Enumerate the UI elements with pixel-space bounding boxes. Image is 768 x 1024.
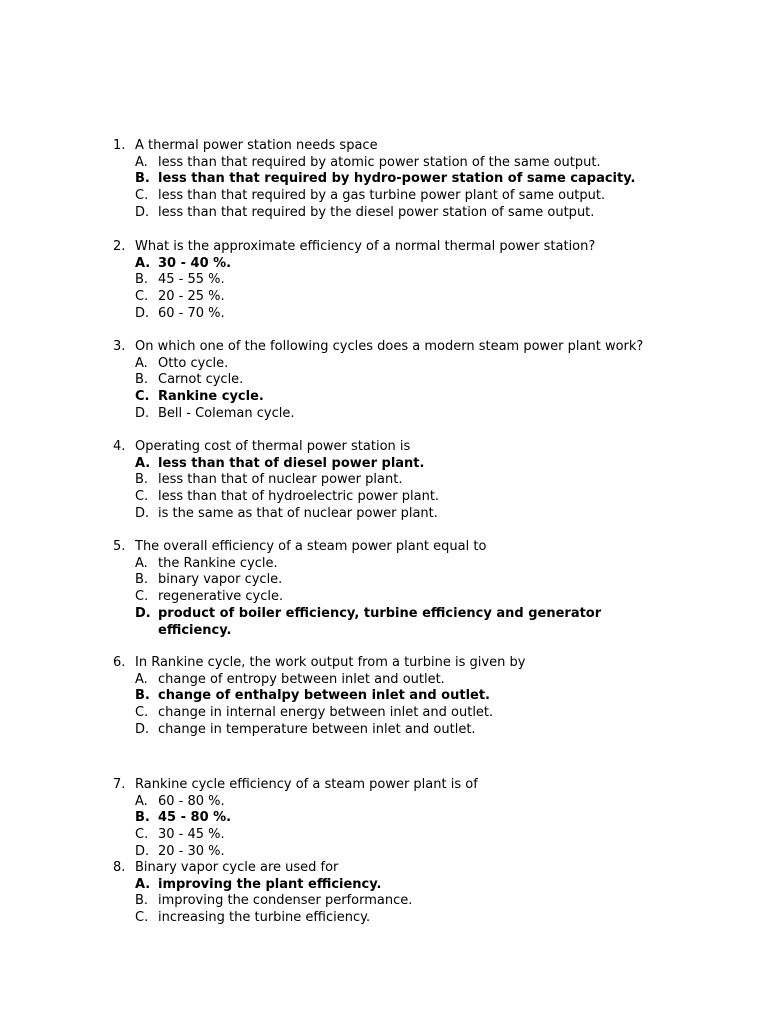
option-letter: C. xyxy=(135,589,149,605)
option-text: change of enthalpy between inlet and outlet. xyxy=(158,688,490,704)
option-b xyxy=(113,472,693,489)
option-text: change of entropy between inlet and outlet. xyxy=(158,671,445,687)
option-letter: B. xyxy=(135,171,150,187)
option-letter: C. xyxy=(135,827,149,843)
option-text: Rankine cycle. xyxy=(158,389,264,405)
question-4 xyxy=(113,439,693,523)
option-a xyxy=(113,877,693,894)
option-letter: C. xyxy=(135,705,149,721)
option-text: change in temperature between inlet and outlet. xyxy=(158,721,476,737)
question-number: 7. xyxy=(113,777,126,792)
option-letter: B. xyxy=(135,893,149,909)
option-letter: B. xyxy=(135,372,149,388)
option-letter: D. xyxy=(135,605,151,621)
question-text: On which one of the following cycles does a modern steam power plant work? xyxy=(135,339,644,354)
option-c xyxy=(113,389,693,406)
option-text: Otto cycle. xyxy=(158,355,229,371)
question-stem xyxy=(113,239,693,256)
question-stem xyxy=(113,777,693,794)
question-number: 4. xyxy=(113,439,126,454)
option-text: less than that required by atomic power station of the same output. xyxy=(158,154,601,170)
option-text: 30 - 45 %. xyxy=(158,827,225,843)
option-b xyxy=(113,810,693,827)
option-text: regenerative cycle. xyxy=(158,589,284,605)
option-a xyxy=(113,556,693,573)
option-text: increasing the turbine efficiency. xyxy=(158,910,371,926)
question-6 xyxy=(113,655,693,739)
option-text: less than that required by the diesel power station of same output. xyxy=(158,204,595,220)
question-stem xyxy=(113,539,693,556)
option-c xyxy=(113,188,693,205)
option-b xyxy=(113,688,693,705)
option-letter: B. xyxy=(135,810,150,826)
option-letter: D. xyxy=(135,305,150,321)
option-d xyxy=(113,306,693,323)
option-letter: B. xyxy=(135,572,149,588)
option-text: product of boiler efficiency, turbine efficiency and generator efficiency. xyxy=(158,605,602,638)
question-1 xyxy=(113,138,693,222)
option-c xyxy=(113,910,693,927)
question-7 xyxy=(113,777,693,861)
option-letter: A. xyxy=(135,793,148,809)
question-number: 5. xyxy=(113,539,126,554)
option-a xyxy=(113,155,693,172)
option-letter: D. xyxy=(135,505,150,521)
option-text: less than that of hydroelectric power plant. xyxy=(158,489,440,505)
question-stem xyxy=(113,339,693,356)
option-c xyxy=(113,827,693,844)
question-text: Rankine cycle efficiency of a steam power plant is of xyxy=(135,777,478,792)
option-text: 45 - 55 %. xyxy=(158,272,225,288)
option-text: the Rankine cycle. xyxy=(158,555,278,571)
option-letter: C. xyxy=(135,489,149,505)
option-letter: A. xyxy=(135,876,151,892)
question-stem xyxy=(113,655,693,672)
option-letter: D. xyxy=(135,204,150,220)
option-letter: D. xyxy=(135,405,150,421)
question-text: In Rankine cycle, the work output from a turbine is given by xyxy=(135,655,526,670)
option-c xyxy=(113,705,693,722)
option-text: less than that of diesel power plant. xyxy=(158,455,425,471)
option-letter: A. xyxy=(135,355,148,371)
option-b xyxy=(113,572,693,589)
option-a xyxy=(113,256,693,273)
question-5 xyxy=(113,539,693,639)
option-d xyxy=(113,406,693,423)
option-text: binary vapor cycle. xyxy=(158,572,283,588)
option-text: 60 - 80 %. xyxy=(158,793,225,809)
option-letter: D. xyxy=(135,721,150,737)
question-number: 2. xyxy=(113,239,126,254)
option-letter: A. xyxy=(135,555,148,571)
question-text: Operating cost of thermal power station is xyxy=(135,439,411,454)
question-8 xyxy=(113,860,693,927)
question-3 xyxy=(113,339,693,423)
option-text: Carnot cycle. xyxy=(158,372,244,388)
option-b xyxy=(113,372,693,389)
option-c xyxy=(113,589,693,606)
option-text: less than that required by a gas turbine power plant of same output. xyxy=(158,188,606,204)
question-number: 8. xyxy=(113,860,126,875)
option-text: improving the condenser performance. xyxy=(158,893,413,909)
option-d xyxy=(113,606,658,639)
question-number: 6. xyxy=(113,655,126,670)
option-b xyxy=(113,272,693,289)
option-letter: A. xyxy=(135,671,148,687)
option-letter: A. xyxy=(135,255,151,271)
option-a xyxy=(113,794,693,811)
question-stem xyxy=(113,860,693,877)
option-text: change in internal energy between inlet and outlet. xyxy=(158,705,494,721)
option-c xyxy=(113,489,693,506)
option-letter: B. xyxy=(135,472,149,488)
question-number: 1. xyxy=(113,138,126,153)
question-text: The overall efficiency of a steam power plant equal to xyxy=(135,539,487,554)
option-letter: C. xyxy=(135,910,149,926)
option-d xyxy=(113,722,693,739)
option-letter: C. xyxy=(135,389,150,405)
option-letter: D. xyxy=(135,843,150,859)
option-letter: B. xyxy=(135,688,150,704)
question-stem xyxy=(113,138,693,155)
question-text: What is the approximate efficiency of a normal thermal power station? xyxy=(135,239,596,254)
question-text: Binary vapor cycle are used for xyxy=(135,860,339,875)
option-d xyxy=(113,205,693,222)
option-letter: A. xyxy=(135,154,148,170)
option-text: 30 - 40 %. xyxy=(158,255,232,271)
option-text: Bell - Coleman cycle. xyxy=(158,405,295,421)
question-number: 3. xyxy=(113,339,126,354)
option-text: 45 - 80 %. xyxy=(158,810,232,826)
question-stem xyxy=(113,439,693,456)
option-a xyxy=(113,356,693,373)
option-text: 60 - 70 %. xyxy=(158,305,225,321)
option-text: 20 - 30 %. xyxy=(158,843,225,859)
option-text: is the same as that of nuclear power plant. xyxy=(158,505,438,521)
option-a xyxy=(113,672,693,689)
option-text: less than that of nuclear power plant. xyxy=(158,472,403,488)
option-b xyxy=(113,171,693,188)
option-letter: A. xyxy=(135,455,151,471)
option-letter: B. xyxy=(135,272,149,288)
option-text: 20 - 25 %. xyxy=(158,289,225,305)
option-b xyxy=(113,893,693,910)
option-text: improving the plant efficiency. xyxy=(158,876,382,892)
option-a xyxy=(113,456,693,473)
question-2 xyxy=(113,239,693,323)
option-d xyxy=(113,506,693,523)
option-letter: C. xyxy=(135,188,149,204)
option-c xyxy=(113,289,693,306)
option-d xyxy=(113,844,693,861)
question-text: A thermal power station needs space xyxy=(135,138,378,153)
option-text: less than that required by hydro-power station of same capacity. xyxy=(158,171,636,187)
option-letter: C. xyxy=(135,289,149,305)
